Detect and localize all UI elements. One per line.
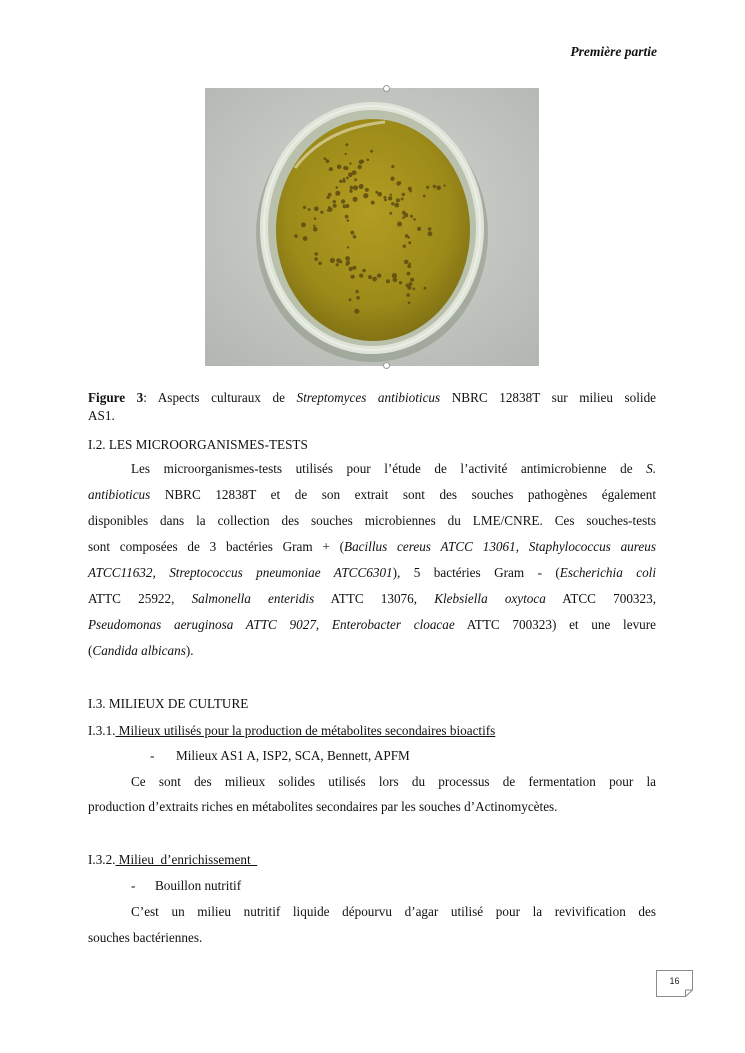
colony	[384, 199, 387, 202]
colony	[350, 231, 354, 235]
paragraph-text: ATCC 700323,	[545, 591, 656, 606]
colony	[428, 231, 433, 236]
colony	[407, 272, 411, 276]
colony	[349, 298, 352, 301]
colony	[328, 193, 332, 197]
agar-surface	[276, 119, 470, 341]
figure-caption-line-2: AS1.	[88, 408, 115, 423]
colony	[407, 265, 411, 269]
colony	[365, 188, 369, 192]
colony	[339, 180, 342, 183]
paragraph-text: ATTC 25922,	[88, 591, 192, 606]
paragraph-i3-2-line-1: C’est un milieu nutritif liquide dépourvu d’agar utilisé pour la revivification des	[131, 904, 656, 919]
colony	[392, 273, 397, 278]
colony	[359, 184, 364, 189]
colony	[383, 196, 386, 199]
colony	[320, 211, 323, 214]
colony	[396, 181, 400, 185]
colony	[436, 186, 441, 191]
colony	[394, 203, 399, 208]
paragraph-i2-line	[88, 612, 656, 638]
colony	[396, 198, 400, 202]
colony	[402, 217, 405, 220]
paragraph-i2-line	[88, 638, 656, 664]
colony	[349, 267, 353, 271]
colony	[349, 162, 351, 164]
species-name: Klebsiella oxytoca	[434, 591, 546, 606]
image-handle-top	[383, 85, 390, 92]
species-name: Pseudomonas aeruginosa ATTC 9027, Enterobacter cloacae	[88, 617, 455, 632]
paragraph-text: ).	[185, 643, 194, 658]
paragraph-text: (	[88, 643, 93, 658]
colony	[403, 245, 406, 248]
bullet-bouillon: Bouillon nutritif	[155, 878, 242, 893]
colony	[333, 200, 336, 203]
colony	[314, 257, 318, 261]
colony	[294, 234, 298, 238]
colony	[401, 198, 404, 201]
colony	[426, 186, 429, 189]
colony	[343, 205, 347, 209]
colony	[413, 288, 416, 291]
colony	[303, 236, 308, 241]
colony	[352, 170, 357, 175]
colony	[345, 256, 350, 261]
colony	[402, 193, 405, 196]
colony	[433, 185, 436, 188]
species-name: Escherichia coli	[559, 565, 656, 580]
colony	[361, 160, 365, 164]
colony	[410, 215, 413, 218]
colony	[407, 236, 410, 239]
colony	[324, 157, 327, 160]
colony	[372, 277, 377, 282]
colony	[406, 293, 410, 297]
paragraph-text: NBRC 12838T et de son extrait sont des souches pathogènes également	[150, 487, 656, 502]
colony	[355, 290, 358, 293]
colony	[358, 165, 362, 169]
figure-label: Figure 3	[88, 390, 144, 405]
colony	[377, 192, 382, 197]
colony	[404, 260, 409, 265]
section-heading-i2: I.2. LES MICROORGANISMES-TESTS	[88, 437, 308, 452]
subsection-title-i3-1: Milieux utilisés pour la production de métabolites secondaires bioactifs	[115, 723, 496, 738]
paragraph-i3-1-line-2: production d’extraits riches en métabolites secondaires par les souches d’Actinomycètes.	[88, 799, 558, 814]
colony	[346, 263, 349, 266]
colony	[341, 199, 345, 203]
species-name: ATCC11632, Streptococcus pneumoniae ATCC6301	[88, 565, 393, 580]
paragraph-text: disponibles dans la collection des souches microbiennes du LME/CNRE. Ces souches-tests	[88, 513, 656, 528]
colony	[337, 165, 342, 170]
paragraph-i2-line	[88, 456, 656, 482]
colony	[402, 211, 406, 215]
colony	[407, 286, 411, 290]
colony	[397, 222, 402, 227]
bullet-milieux-list: Milieux AS1 A, ISP2, SCA, Bennett, APFM	[176, 748, 410, 763]
bullet-dash: -	[131, 878, 136, 893]
colony	[353, 185, 358, 190]
colony	[356, 296, 360, 300]
figure-photo	[205, 88, 539, 366]
colony	[314, 252, 318, 256]
section-i2-paragraph	[88, 456, 656, 664]
colony	[350, 186, 354, 190]
colony	[413, 218, 416, 221]
colony	[424, 287, 427, 290]
colony	[362, 269, 366, 273]
colony	[303, 206, 306, 209]
colony	[375, 191, 378, 194]
colony	[368, 275, 372, 279]
colony	[347, 246, 349, 248]
colony	[301, 222, 306, 227]
petri-dish-illustration	[205, 88, 539, 366]
species-name: S.	[646, 461, 656, 476]
colony	[314, 206, 319, 211]
colony	[343, 178, 346, 181]
subsection-title-i3-2: Milieu d’enrichissement	[115, 852, 258, 867]
colony	[328, 206, 330, 208]
paragraph-i3-2-line-2: souches bactériennes.	[88, 930, 203, 945]
colony	[391, 202, 394, 205]
paragraph-text: sont composées de 3 bactéries Gram + (	[88, 539, 345, 554]
colony	[408, 302, 411, 305]
colony	[391, 165, 394, 168]
colony	[359, 274, 363, 278]
paragraph-text: ATTC 700323) et une levure	[454, 617, 656, 632]
colony	[336, 186, 339, 189]
colony	[330, 258, 335, 263]
page-number: 16	[669, 976, 680, 986]
colony	[333, 204, 337, 208]
colony	[408, 241, 411, 244]
species-name: Candida albicans	[92, 643, 186, 658]
species-name: Bacillus cereus ATCC 13061, Staphylococcus aureus	[344, 539, 656, 554]
colony	[352, 266, 356, 270]
subsection-heading-i3-2: I.3.2. Milieu d’enrichissement	[88, 852, 258, 867]
paragraph-text: ), 5 bactéries Gram - (	[392, 565, 560, 580]
figure-species: Streptomyces antibioticus	[296, 390, 441, 405]
colony	[388, 196, 392, 200]
bullet-dash: -	[150, 748, 155, 763]
colony	[339, 260, 342, 263]
colony	[371, 201, 375, 205]
colony	[443, 184, 445, 186]
species-name: Salmonella enteridis	[191, 591, 315, 606]
section-heading-i3: I.3. MILIEUX DE CULTURE	[88, 696, 249, 711]
colony	[314, 217, 317, 220]
colony	[410, 278, 414, 282]
paragraph-i3-1-line-1: Ce sont des milieux solides utilisés lors du processus de fermentation pour la	[131, 774, 656, 789]
colony	[327, 209, 330, 212]
colony	[370, 150, 373, 153]
paragraph-i2-line	[88, 560, 656, 586]
colony	[345, 215, 349, 219]
colony	[423, 195, 426, 198]
colony	[367, 159, 370, 162]
colony	[345, 153, 347, 155]
colony	[343, 166, 347, 170]
colony	[354, 178, 357, 181]
colony	[353, 235, 357, 239]
colony	[354, 309, 359, 314]
colony	[408, 187, 412, 191]
colony	[409, 282, 413, 286]
paragraph-text: ATTC 13076,	[314, 591, 435, 606]
colony	[389, 212, 392, 215]
colony	[336, 263, 339, 266]
colony	[390, 177, 394, 181]
colony	[399, 281, 402, 284]
colony	[308, 208, 311, 211]
colony	[377, 274, 381, 278]
colony	[417, 227, 421, 231]
colony	[313, 225, 315, 227]
subsection-heading-i3-1: I.3.1. Milieux utilisés pour la production de métabolites secondaires bioactifs	[88, 723, 496, 738]
colony	[346, 177, 349, 180]
species-name: antibioticus	[88, 487, 151, 502]
colony	[329, 167, 333, 171]
colony	[318, 262, 322, 266]
colony	[353, 197, 357, 201]
colony	[335, 191, 340, 196]
paragraph-i2-line	[88, 534, 656, 560]
colony	[347, 219, 350, 222]
paragraph-text: Les microorganismes-tests utilisés pour l’étude de l’activité antimicrobienne de	[131, 461, 647, 476]
paragraph-i2-line	[88, 508, 656, 534]
image-handle-bottom	[383, 362, 390, 369]
colony	[386, 279, 390, 283]
colony	[351, 275, 355, 279]
colony	[349, 189, 352, 192]
figure-caption-line-1: Figure 3: Aspects culturaux de Streptomyces antibioticus NBRC 12838T sur milieu solide	[88, 390, 657, 405]
paragraph-i2-line	[88, 482, 656, 508]
colony	[363, 193, 368, 198]
paragraph-i2-line	[88, 586, 656, 612]
colony	[326, 159, 330, 163]
running-header: Première partie	[570, 44, 657, 59]
colony	[345, 143, 348, 146]
colony	[313, 227, 318, 232]
colony	[390, 194, 392, 196]
colony	[428, 227, 432, 231]
